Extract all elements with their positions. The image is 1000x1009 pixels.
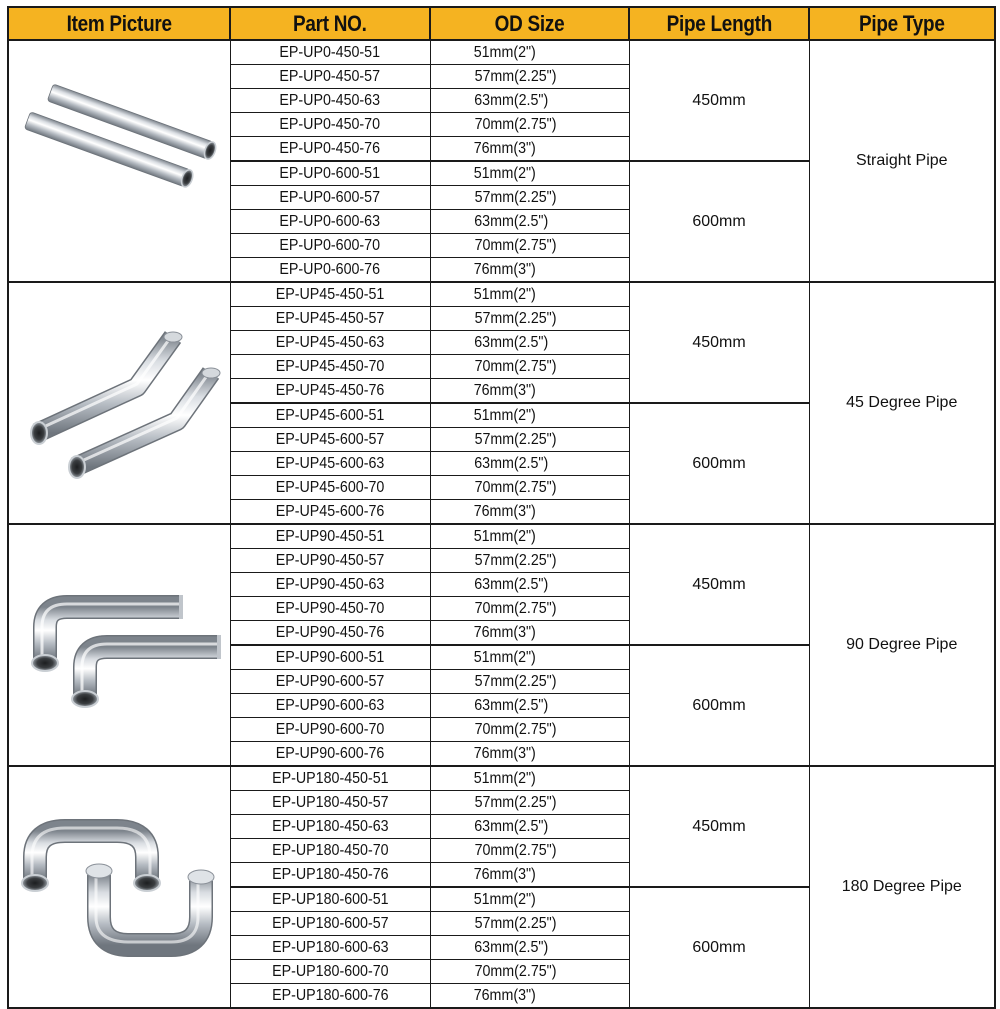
od-size-cell — [430, 40, 629, 65]
od-size-cell — [430, 960, 629, 984]
table-row — [8, 282, 995, 307]
part-no-cell — [230, 210, 430, 234]
part-no-value: EP-UP180-450-51 — [271, 769, 389, 787]
part-no-value: EP-UP180-600-63 — [271, 938, 389, 956]
od-size-value: 51mm(2") — [473, 890, 536, 908]
od-size-cell — [430, 597, 629, 621]
part-no-cell — [230, 258, 430, 283]
part-no-value: EP-UP45-450-51 — [275, 285, 385, 303]
part-no-value: EP-UP0-450-70 — [279, 115, 381, 133]
part-no-value: EP-UP45-600-57 — [275, 430, 385, 448]
od-size-cell — [430, 282, 629, 307]
part-no-value: EP-UP0-600-51 — [279, 164, 381, 182]
part-no-cell — [230, 742, 430, 767]
part-no-cell — [230, 984, 430, 1009]
od-size-cell — [430, 863, 629, 888]
od-size-cell — [430, 258, 629, 283]
part-no-value: EP-UP180-450-70 — [271, 841, 389, 859]
od-size-cell — [430, 694, 629, 718]
od-size-cell — [430, 742, 629, 767]
straight-pipe-icon — [9, 43, 229, 279]
od-size-value: 57mm(2.25") — [474, 67, 556, 85]
od-size-cell — [430, 186, 629, 210]
od-size-value: 63mm(2.5") — [473, 212, 548, 230]
part-no-value: EP-UP90-600-76 — [275, 744, 385, 762]
part-no-value: EP-UP90-450-51 — [275, 527, 385, 545]
od-size-value: 63mm(2.5") — [473, 938, 548, 956]
od-size-value: 63mm(2.5") — [473, 454, 548, 472]
pipe-length-cell: 600mm — [629, 161, 809, 282]
part-no-cell — [230, 40, 430, 65]
part-no-value: EP-UP45-600-63 — [275, 454, 385, 472]
od-size-value: 57mm(2.25") — [474, 551, 556, 569]
part-no-cell — [230, 282, 430, 307]
od-size-cell — [430, 355, 629, 379]
od-size-value: 76mm(3") — [473, 623, 536, 641]
od-size-cell — [430, 791, 629, 815]
part-no-value: EP-UP180-450-76 — [271, 865, 389, 883]
part-no-value: EP-UP45-450-57 — [275, 309, 385, 327]
item-picture-cell — [8, 766, 230, 1008]
od-size-value: 51mm(2") — [473, 769, 536, 787]
header-od-size-label: OD Size — [494, 10, 565, 36]
part-no-value: EP-UP0-600-57 — [279, 188, 381, 206]
pipe-length-cell: 450mm — [629, 282, 809, 403]
od-size-cell — [430, 331, 629, 355]
od-size-value: 57mm(2.25") — [474, 309, 556, 327]
part-no-value: EP-UP90-450-63 — [275, 575, 385, 593]
part-no-value: EP-UP0-450-76 — [279, 139, 381, 157]
part-no-value: EP-UP180-450-57 — [271, 793, 389, 811]
od-size-cell — [430, 89, 629, 113]
od-size-value: 70mm(2.75") — [474, 115, 556, 133]
od-size-cell — [430, 887, 629, 912]
header-item-picture-label: Item Picture — [66, 10, 172, 36]
header-part-no — [230, 7, 430, 40]
part-no-value: EP-UP90-450-57 — [275, 551, 385, 569]
header-item-picture — [8, 7, 230, 40]
od-size-value: 51mm(2") — [473, 164, 536, 182]
part-no-value: EP-UP90-600-70 — [275, 720, 385, 738]
part-no-value: EP-UP0-600-63 — [279, 212, 381, 230]
od-size-cell — [430, 573, 629, 597]
header-pipe-type — [809, 7, 995, 40]
part-no-cell — [230, 815, 430, 839]
od-size-cell — [430, 839, 629, 863]
od-size-value: 57mm(2.25") — [474, 793, 556, 811]
part-no-cell — [230, 428, 430, 452]
od-size-value: 70mm(2.75") — [474, 236, 556, 254]
part-no-value: EP-UP90-600-51 — [275, 648, 385, 666]
item-picture-cell — [8, 40, 230, 282]
part-no-value: EP-UP0-600-70 — [279, 236, 381, 254]
part-no-cell — [230, 912, 430, 936]
od-size-value: 70mm(2.75") — [474, 599, 556, 617]
od-size-cell — [430, 65, 629, 89]
part-no-cell — [230, 621, 430, 646]
part-no-value: EP-UP180-600-70 — [271, 962, 389, 980]
part-no-value: EP-UP90-600-57 — [275, 672, 385, 690]
od-size-value: 70mm(2.75") — [474, 478, 556, 496]
od-size-cell — [430, 113, 629, 137]
header-pipe-type-label: Pipe Type — [859, 10, 945, 36]
od-size-value: 76mm(3") — [473, 744, 536, 762]
od-size-value: 70mm(2.75") — [474, 841, 556, 859]
part-no-cell — [230, 186, 430, 210]
od-size-value: 76mm(3") — [473, 260, 536, 278]
od-size-cell — [430, 670, 629, 694]
pipe-type-cell: 45 Degree Pipe — [809, 282, 995, 524]
od-size-cell — [430, 524, 629, 549]
part-no-cell — [230, 500, 430, 525]
part-no-cell — [230, 331, 430, 355]
part-no-cell — [230, 476, 430, 500]
part-no-value: EP-UP45-600-76 — [275, 502, 385, 520]
part-no-value: EP-UP0-450-63 — [279, 91, 381, 109]
90-degree-pipe-icon — [9, 527, 229, 763]
od-size-value: 63mm(2.5") — [473, 696, 548, 714]
header-part-no-label: Part NO. — [293, 10, 367, 36]
part-no-value: EP-UP90-450-76 — [275, 623, 385, 641]
pipe-length-cell: 450mm — [629, 40, 809, 161]
pipe-length-cell: 600mm — [629, 887, 809, 1008]
part-no-cell — [230, 718, 430, 742]
od-size-value: 51mm(2") — [473, 527, 536, 545]
180-degree-pipe-icon — [9, 769, 229, 1005]
od-size-value: 57mm(2.25") — [474, 672, 556, 690]
od-size-cell — [430, 379, 629, 404]
pipe-spec-table — [7, 6, 996, 1009]
part-no-cell — [230, 65, 430, 89]
od-size-cell — [430, 403, 629, 428]
part-no-cell — [230, 839, 430, 863]
part-no-value: EP-UP180-600-57 — [271, 914, 389, 932]
od-size-cell — [430, 210, 629, 234]
od-size-value: 51mm(2") — [473, 43, 536, 61]
od-size-value: 76mm(3") — [473, 986, 536, 1004]
od-size-cell — [430, 621, 629, 646]
pipe-length-cell: 600mm — [629, 645, 809, 766]
od-size-cell — [430, 549, 629, 573]
part-no-cell — [230, 161, 430, 186]
header-od-size — [430, 7, 629, 40]
part-no-cell — [230, 863, 430, 888]
od-size-cell — [430, 428, 629, 452]
part-no-value: EP-UP45-600-51 — [275, 406, 385, 424]
header-pipe-length-label: Pipe Length — [666, 10, 772, 36]
part-no-value: EP-UP45-450-76 — [275, 381, 385, 399]
od-size-value: 76mm(3") — [473, 502, 536, 520]
od-size-cell — [430, 766, 629, 791]
item-picture-cell — [8, 524, 230, 766]
part-no-cell — [230, 573, 430, 597]
od-size-value: 57mm(2.25") — [474, 914, 556, 932]
od-size-cell — [430, 161, 629, 186]
od-size-cell — [430, 452, 629, 476]
45-degree-pipe-icon — [9, 285, 229, 521]
od-size-cell — [430, 912, 629, 936]
part-no-value: EP-UP180-600-51 — [271, 890, 389, 908]
part-no-value: EP-UP45-450-70 — [275, 357, 385, 375]
pipe-type-cell: 180 Degree Pipe — [809, 766, 995, 1008]
od-size-value: 57mm(2.25") — [474, 188, 556, 206]
part-no-value: EP-UP0-450-57 — [279, 67, 381, 85]
part-no-cell — [230, 960, 430, 984]
od-size-value: 63mm(2.5") — [473, 333, 548, 351]
part-no-cell — [230, 694, 430, 718]
pipe-length-cell: 450mm — [629, 524, 809, 645]
od-size-cell — [430, 815, 629, 839]
part-no-value: EP-UP180-450-63 — [271, 817, 389, 835]
part-no-cell — [230, 549, 430, 573]
part-no-cell — [230, 137, 430, 162]
od-size-value: 76mm(3") — [473, 865, 536, 883]
od-size-cell — [430, 307, 629, 331]
od-size-cell — [430, 137, 629, 162]
part-no-value: EP-UP45-600-70 — [275, 478, 385, 496]
od-size-value: 51mm(2") — [473, 285, 536, 303]
part-no-cell — [230, 234, 430, 258]
part-no-value: EP-UP0-450-51 — [279, 43, 381, 61]
od-size-value: 63mm(2.5") — [473, 575, 548, 593]
part-no-value: EP-UP0-600-76 — [279, 260, 381, 278]
od-size-cell — [430, 936, 629, 960]
od-size-value: 76mm(3") — [473, 139, 536, 157]
od-size-cell — [430, 476, 629, 500]
od-size-value: 51mm(2") — [473, 406, 536, 424]
od-size-value: 70mm(2.75") — [474, 962, 556, 980]
od-size-value: 63mm(2.5") — [473, 91, 548, 109]
part-no-cell — [230, 355, 430, 379]
table-row — [8, 524, 995, 549]
part-no-cell — [230, 379, 430, 404]
od-size-cell — [430, 645, 629, 670]
od-size-value: 70mm(2.75") — [474, 720, 556, 738]
part-no-cell — [230, 403, 430, 428]
od-size-value: 76mm(3") — [473, 381, 536, 399]
part-no-cell — [230, 670, 430, 694]
part-no-cell — [230, 936, 430, 960]
header-pipe-length — [629, 7, 809, 40]
pipe-length-cell: 450mm — [629, 766, 809, 887]
table-row — [8, 766, 995, 791]
item-picture-cell — [8, 282, 230, 524]
part-no-cell — [230, 307, 430, 331]
part-no-value: EP-UP45-450-63 — [275, 333, 385, 351]
pipe-type-cell: 90 Degree Pipe — [809, 524, 995, 766]
part-no-cell — [230, 766, 430, 791]
table-row — [8, 40, 995, 65]
part-no-cell — [230, 645, 430, 670]
part-no-value: EP-UP180-600-76 — [271, 986, 389, 1004]
part-no-cell — [230, 113, 430, 137]
part-no-value: EP-UP90-450-70 — [275, 599, 385, 617]
part-no-value: EP-UP90-600-63 — [275, 696, 385, 714]
pipe-length-cell: 600mm — [629, 403, 809, 524]
part-no-cell — [230, 887, 430, 912]
part-no-cell — [230, 524, 430, 549]
od-size-cell — [430, 234, 629, 258]
part-no-cell — [230, 89, 430, 113]
od-size-cell — [430, 718, 629, 742]
part-no-cell — [230, 597, 430, 621]
od-size-cell — [430, 984, 629, 1009]
od-size-value: 63mm(2.5") — [473, 817, 548, 835]
pipe-type-cell: Straight Pipe — [809, 40, 995, 282]
od-size-value: 57mm(2.25") — [474, 430, 556, 448]
od-size-value: 51mm(2") — [473, 648, 536, 666]
part-no-cell — [230, 791, 430, 815]
od-size-value: 70mm(2.75") — [474, 357, 556, 375]
od-size-cell — [430, 500, 629, 525]
header-row — [8, 7, 995, 40]
part-no-cell — [230, 452, 430, 476]
